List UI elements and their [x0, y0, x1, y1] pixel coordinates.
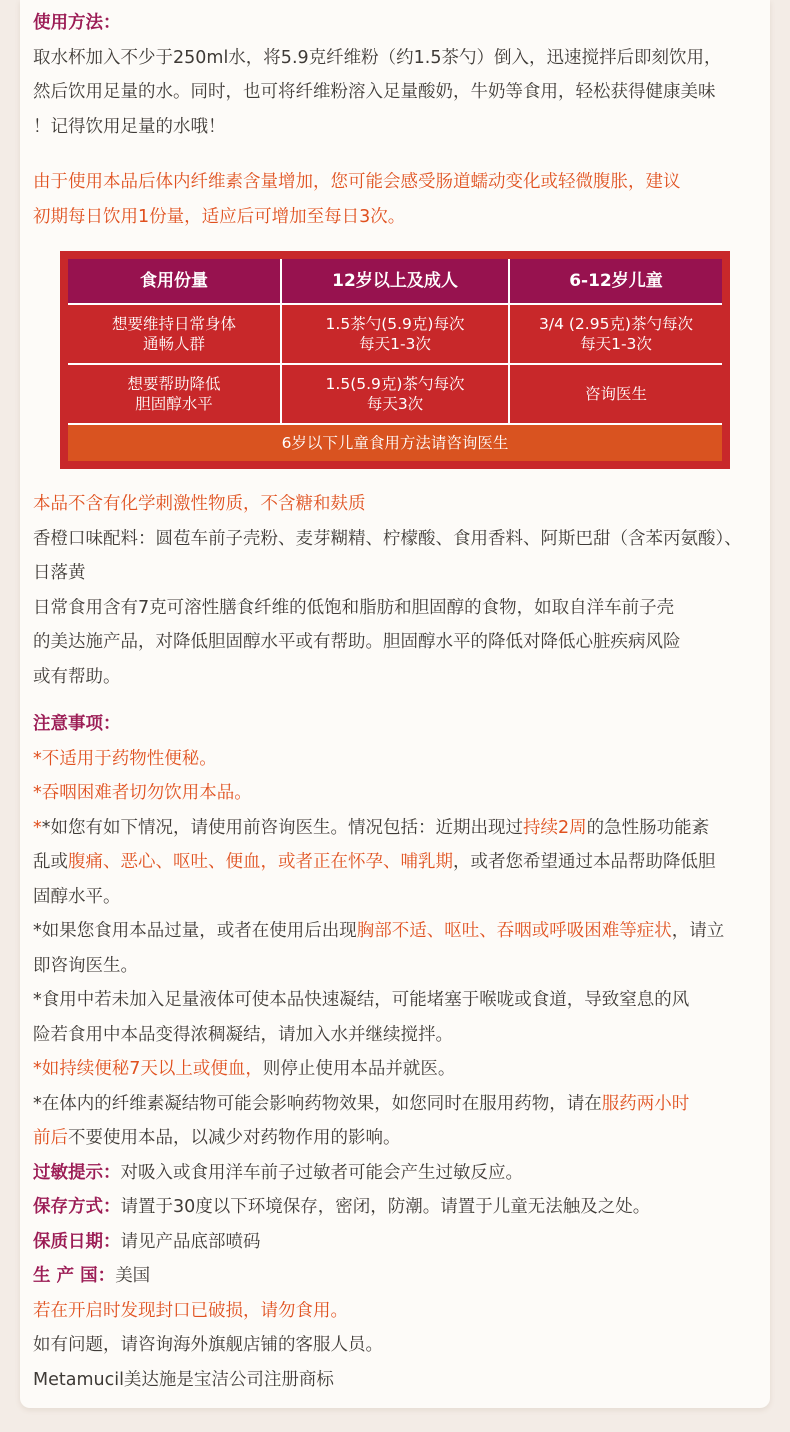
- no-additives-line: 本品不含有化学刺激性物质，不含糖和麸质: [33, 494, 366, 514]
- note-item: *如果您食用本品过量，或者在使用后出现胸部不适、呕吐、吞咽或呼吸困难等症状，请立: [33, 921, 725, 941]
- header-serving: 食用份量: [68, 259, 282, 303]
- trademark-line: Metamucil美达施是宝洁公司注册商标: [33, 1369, 334, 1390]
- note-item: **如您有如下情况，请使用前咨询医生。情况包括：近期出现过持续2周的急性肠功能紊: [33, 817, 710, 838]
- seal-warning: 若在开启时发现封口已破损，请勿食用。: [33, 1300, 348, 1321]
- content: [33, 6, 758, 1397]
- cell-child-dose: 咨询医生: [510, 365, 722, 423]
- ingredients-line: 日落黄: [33, 563, 86, 583]
- note-item: *食用中若未加入足量液体可使本品快速凝结，可能堵塞于喉咙或食道，导致窒息的风: [33, 990, 690, 1010]
- ingredients-line: 香橙口味配料：圆苞车前子壳粉、麦芽糊精、柠檬酸、食用香料、阿斯巴甜（含苯丙氨酸）、: [33, 528, 742, 549]
- note-item-cont: 前后不要使用本品，以减少对药物作用的影响。: [33, 1128, 401, 1148]
- allergy-line: 过敏提示：对吸入或食用洋车前子过敏者可能会产生过敏反应。: [33, 1162, 523, 1183]
- table-row: [68, 363, 722, 423]
- dosage-table: [60, 251, 730, 469]
- usage-line: 然后饮用足量的水。同时，也可将纤维粉溶入足量酸奶，牛奶等食用，轻松获得健康美味: [33, 82, 716, 102]
- claim-line: 或有帮助。: [33, 666, 121, 687]
- cell-adult-dose: 1.5(5.9克)茶勺每次 每天3次: [282, 365, 510, 423]
- note-item: *不适用于药物性便秘。: [33, 748, 217, 769]
- cell-child-dose: 3/4 (2.95克)茶勺每次 每天1-3次: [510, 305, 722, 363]
- table-row: [68, 303, 722, 363]
- usage-heading: 使用方法：: [33, 13, 121, 33]
- table-footer: 6岁以下儿童食用方法请咨询医生: [68, 423, 722, 461]
- note-item-cont: 险若食用中本品变得浓稠凝结，请加入水并继续搅拌。: [33, 1024, 453, 1045]
- claim-line: 日常食用含有7克可溶性膳食纤维的低饱和脂肪和胆固醇的食物，如取自洋车前子壳: [33, 597, 675, 618]
- header-child: 6-12岁儿童: [510, 259, 722, 303]
- usage-line: 取水杯加入不少于250ml水，将5.9克纤维粉（约1.5茶勺）倒入，迅速搅拌后即刻饮用，: [33, 47, 722, 68]
- advice-line: 初期每日饮用1份量，适应后可增加至每日3次。: [33, 206, 406, 227]
- advice-line: 由于使用本品后体内纤维素含量增加，您可能会感受肠道蠕动变化或轻微腹胀，建议: [33, 172, 681, 192]
- origin-line: 生 产 国：美国: [33, 1266, 151, 1286]
- product-info-card: [20, 0, 770, 1408]
- notes-heading: 注意事项：: [33, 714, 121, 734]
- note-item-cont: 固醇水平。: [33, 886, 121, 907]
- cell-purpose: 想要维持日常身体 通畅人群: [68, 305, 282, 363]
- storage-line: 保存方式：请置于30度以下环境保存，密闭，防潮。请置于儿童无法触及之处。: [33, 1197, 651, 1217]
- contact-line: 如有问题，请咨询海外旗舰店铺的客服人员。: [33, 1335, 383, 1355]
- usage-line: ！记得饮用足量的水哦！: [33, 116, 226, 137]
- note-item-cont: 即咨询医生。: [33, 955, 138, 976]
- cell-purpose: 想要帮助降低 胆固醇水平: [68, 365, 282, 423]
- note-item: *吞咽困难者切勿饮用本品。: [33, 783, 252, 803]
- table-header-row: [68, 259, 722, 303]
- shelf-life-line: 保质日期：请见产品底部喷码: [33, 1231, 261, 1252]
- claim-line: 的美达施产品，对降低胆固醇水平或有帮助。胆固醇水平的降低对降低心脏疾病风险: [33, 632, 681, 652]
- note-item-cont: 乱或腹痛、恶心、呕吐、便血，或者正在怀孕、哺乳期，或者您希望通过本品帮助降低胆: [33, 852, 716, 872]
- note-item: *如持续便秘7天以上或便血，则停止使用本品并就医。: [33, 1059, 456, 1079]
- cell-adult-dose: 1.5茶勺(5.9克)每次 每天1-3次: [282, 305, 510, 363]
- header-adult: 12岁以上及成人: [282, 259, 510, 303]
- note-item: *在体内的纤维素凝结物可能会影响药物效果，如您同时在服用药物，请在服药两小时: [33, 1093, 690, 1114]
